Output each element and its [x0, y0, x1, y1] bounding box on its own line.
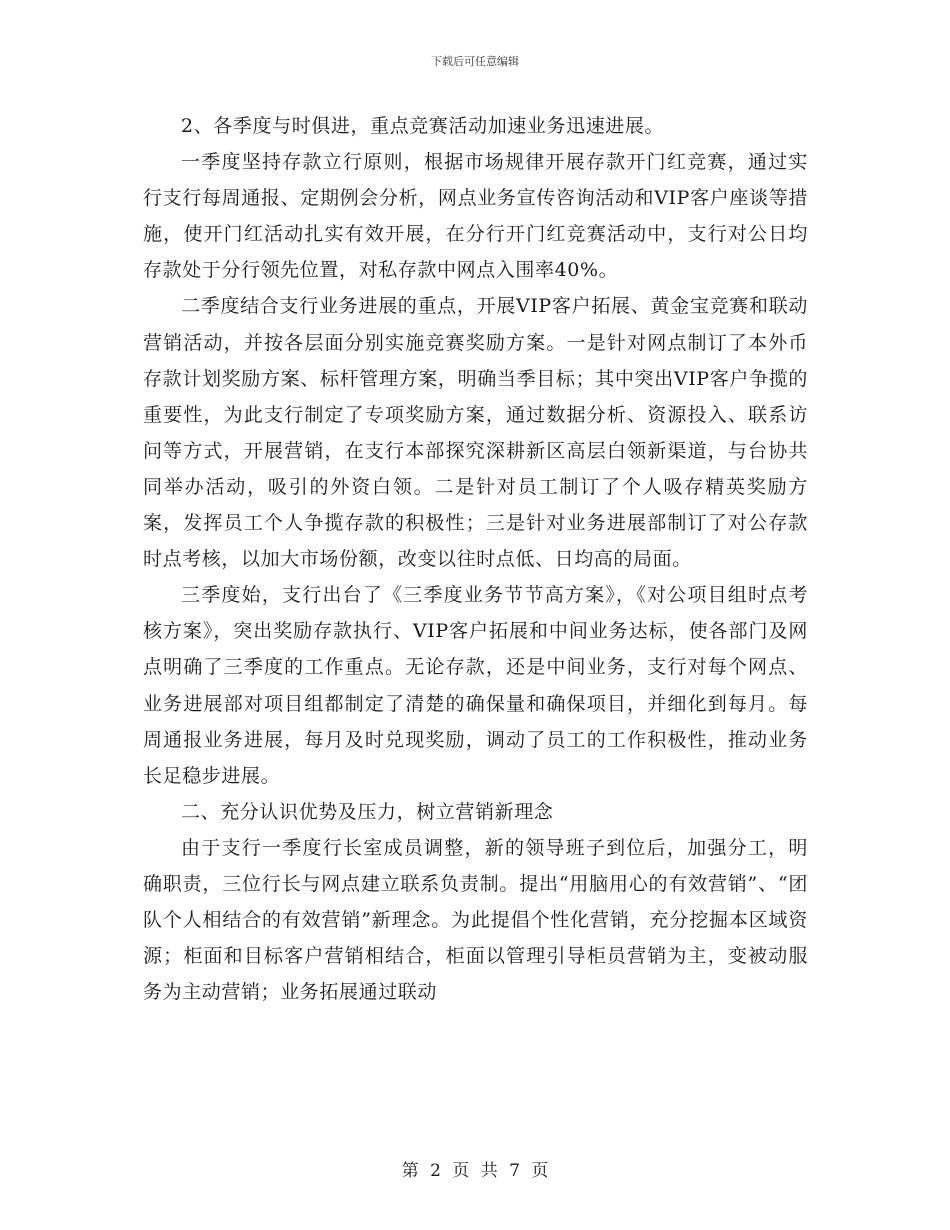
- paragraph-second-quarter: 二季度结合支行业务进展的重点，开展VIP客户拓展、黄金宝竞赛和联动营销活动，并按各层面分别实施竞赛奖励方案。一是针对网点制订了本外币存款计划奖励方案、标杆管理方案，明确当季目标；其中突出VIP客户争揽的重要性，为此支行制定了专项奖励方案，通过数据分析、资源投入、联系访问等方式，开展营销，在支行本部探究深耕新区高层白领新渠道，与台协共同举办活动，吸引的外资白领。二是针对员工制订了个人吸存精英奖励方案，发挥员工个人争揽存款的积极性；三是针对业务进展部制订了对公存款时点考核，以加大市场份额，改变以往时点低、日均高的局面。: [143, 295, 808, 571]
- page-number: 第 2 页 共 7 页: [401, 1161, 549, 1181]
- section-heading-seasonal-competitions: 2、各季度与时俱进，重点竞赛活动加速业务迅速进展。: [181, 115, 665, 137]
- paragraph-marketing-concept: 由于支行一季度行长室成员调整，新的领导班子到位后，加强分工，明确职责，三位行长与网点建立联系负责制。提出“用脑用心的有效营销”、“团队个人相结合的有效营销”新理念。为此提倡个性化营销，充分挖掘本区域资源；柜面和目标客户营销相结合，柜面以管理引导柜员营销为主，变被动服务为主动营销；业务拓展通过联动: [143, 836, 808, 1004]
- paragraph-third-quarter: 三季度始，支行出台了《三季度业务节节高方案》，《对公项目组时点考核方案》，突出奖励存款执行、VIP客户拓展和中间业务达标，使各部门及网点明确了三季度的工作重点。无论存款，还是中间业务，支行对每个网点、业务进展部对项目组都制定了清楚的确保量和确保项目，并细化到每月。每周通报业务进展，每月及时兑现奖励，调动了员工的工作积极性，推动业务长足稳步进展。: [143, 584, 808, 787]
- paragraph-first-quarter: 一季度坚持存款立行原则，根据市场规律开展存款开门红竞赛，通过实行支行每周通报、定期例会分析，网点业务宣传咨询活动和VIP客户座谈等措施，使开门红活动扎实有效开展，在分行开门红竞赛活动中，支行对公日均存款处于分行领先位置，对私存款中网点入围率40%。: [143, 151, 808, 282]
- section-heading-marketing-concept: 二、充分认识优势及压力，树立营销新理念: [181, 800, 554, 823]
- document-body: [143, 108, 808, 1010]
- page-header: 下载后可任意编辑: [431, 55, 519, 68]
